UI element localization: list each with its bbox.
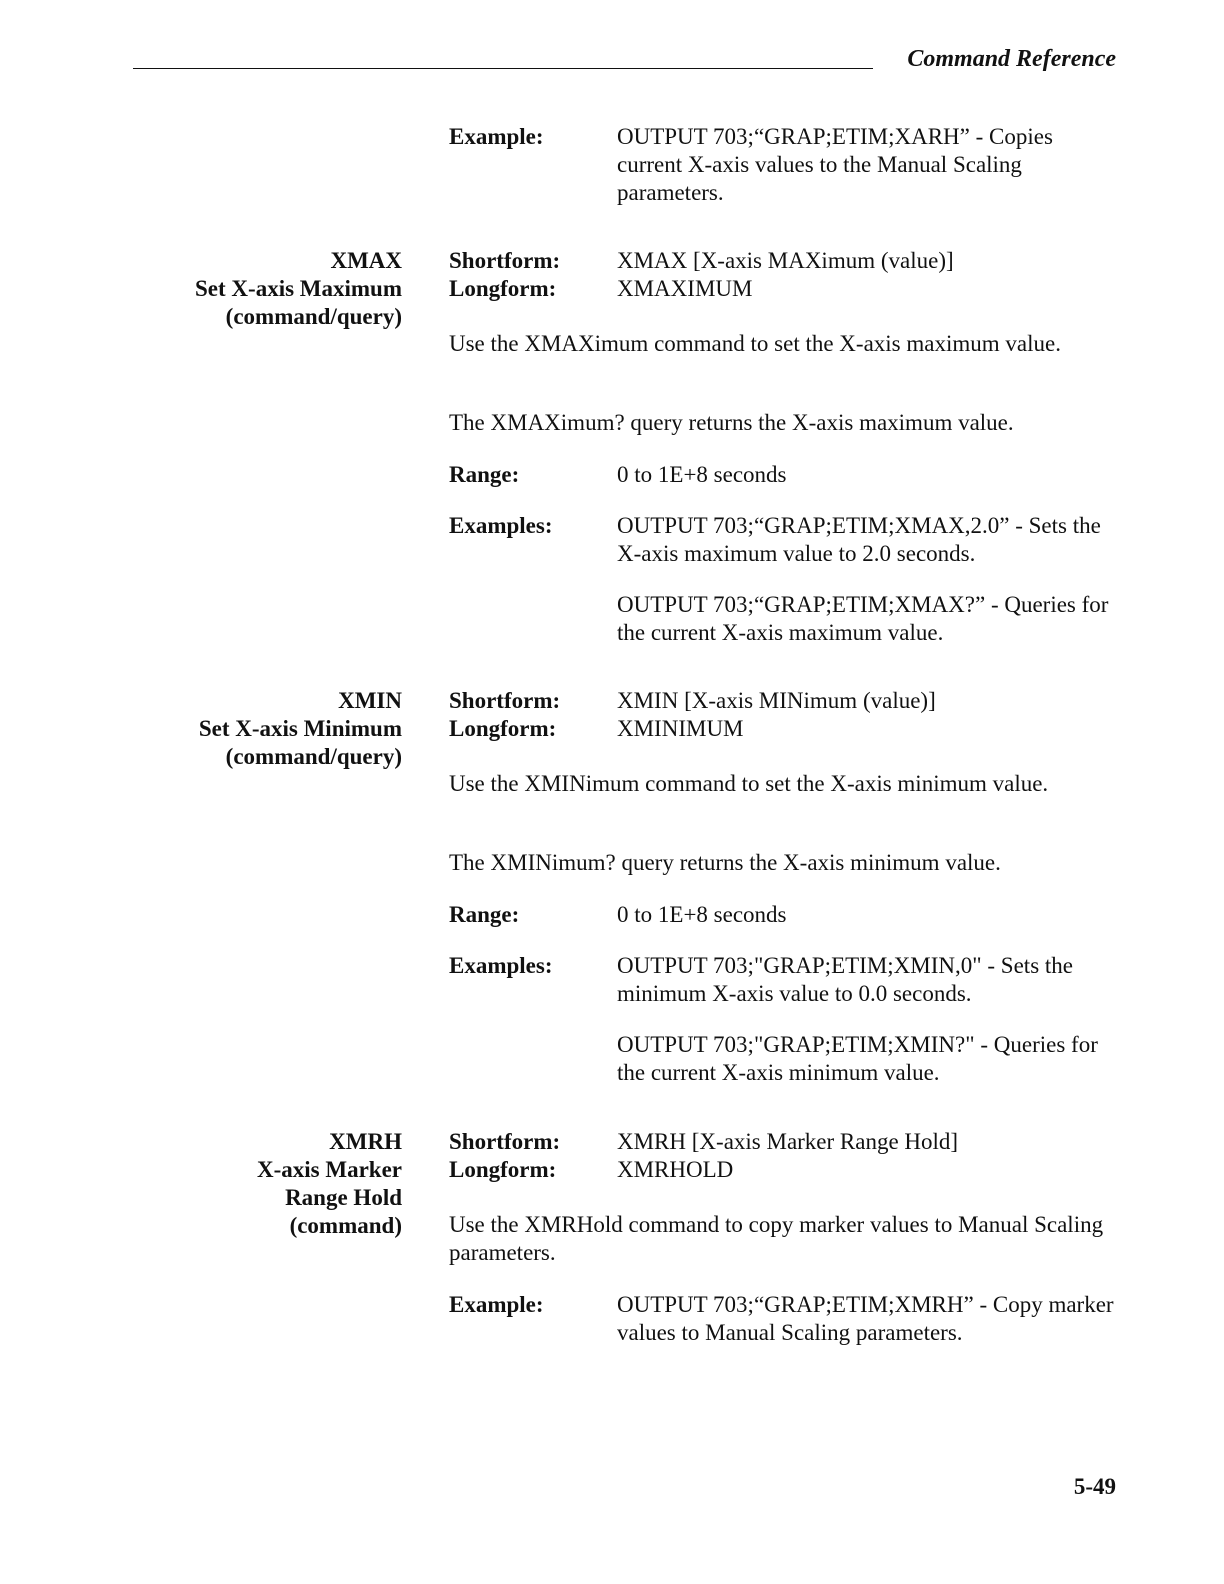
xmin-command-name: XMIN <box>338 688 402 713</box>
xmax-examples-label: Examples: <box>449 513 553 538</box>
xmrh-shortform: XMRH [X-axis Marker Range Hold] <box>617 1129 959 1154</box>
xmrh-longform-label: Longform: <box>449 1157 557 1182</box>
xmax-query-description: The XMAXimum? query returns the X-axis maximum value. <box>449 410 1014 435</box>
xmrh-example-label: Example: <box>449 1292 544 1317</box>
xmin-examples-label: Examples: <box>449 953 553 978</box>
page-header-title: Command Reference <box>907 46 1116 72</box>
xmax-example-set: OUTPUT 703;“GRAP;ETIM;XMAX,2.0” - Sets the X-axis maximum value to 2.0 seconds. <box>617 513 1101 566</box>
xmrh-command-title-line2: Range Hold <box>285 1185 402 1210</box>
xmin-command-title: Set X-axis Minimum <box>198 716 402 741</box>
xmax-command-name: XMAX <box>330 248 402 273</box>
xmax-side-heading <box>195 247 402 331</box>
xmax-shortform-label: Shortform: <box>449 248 561 273</box>
header-rule <box>133 68 873 69</box>
xmax-range: 0 to 1E+8 seconds <box>617 462 787 487</box>
xmax-command-type: (command/query) <box>225 304 402 329</box>
xmin-example-query: OUTPUT 703;"GRAP;ETIM;XMIN?" - Queries for the current X-axis minimum value. <box>617 1032 1098 1085</box>
xmrh-side-heading <box>257 1128 402 1240</box>
top-example-label: Example: <box>449 124 544 149</box>
xmax-shortform: XMAX [X-axis MAXimum (value)] <box>617 248 954 273</box>
xmrh-command-title-line1: X-axis Marker <box>257 1157 402 1182</box>
page-number: 5-49 <box>1073 1474 1116 1499</box>
xmrh-example: OUTPUT 703;“GRAP;ETIM;XMRH” - Copy marker values to Manual Scaling parameters. <box>617 1292 1114 1345</box>
xmin-description: Use the XMINimum command to set the X-axis minimum value. <box>449 771 1049 796</box>
xmin-shortform-label: Shortform: <box>449 688 561 713</box>
xmin-range-label: Range: <box>449 902 520 927</box>
xmax-command-title: Set X-axis Maximum <box>195 276 402 301</box>
xmin-query-description: The XMINimum? query returns the X-axis minimum value. <box>449 850 1001 875</box>
xmin-range: 0 to 1E+8 seconds <box>617 902 787 927</box>
xmin-shortform: XMIN [X-axis MINimum (value)] <box>617 688 936 713</box>
xmin-command-type: (command/query) <box>225 744 402 769</box>
xmrh-longform: XMRHOLD <box>617 1157 734 1182</box>
xmrh-command-name: XMRH <box>329 1129 402 1154</box>
xmrh-description: Use the XMRHold command to copy marker values to Manual Scaling parameters. <box>449 1212 1104 1265</box>
xmin-side-heading <box>199 687 402 771</box>
xmax-longform-label: Longform: <box>449 276 557 301</box>
xmrh-shortform-label: Shortform: <box>449 1129 561 1154</box>
xmrh-command-type: (command) <box>289 1213 402 1238</box>
xmin-longform-label: Longform: <box>449 716 557 741</box>
xmin-longform: XMINIMUM <box>617 716 744 741</box>
xmin-example-set: OUTPUT 703;"GRAP;ETIM;XMIN,0" - Sets the minimum X-axis value to 0.0 seconds. <box>617 953 1073 1006</box>
xmax-range-label: Range: <box>449 462 520 487</box>
xmax-description: Use the XMAXimum command to set the X-axis maximum value. <box>449 331 1061 356</box>
xmax-example-query: OUTPUT 703;“GRAP;ETIM;XMAX?” - Queries for the current X-axis maximum value. <box>617 592 1109 645</box>
top-example-text: OUTPUT 703;“GRAP;ETIM;XARH” - Copies current X-axis values to the Manual Scaling parameters. <box>617 124 1053 205</box>
xmax-longform: XMAXIMUM <box>617 276 753 301</box>
